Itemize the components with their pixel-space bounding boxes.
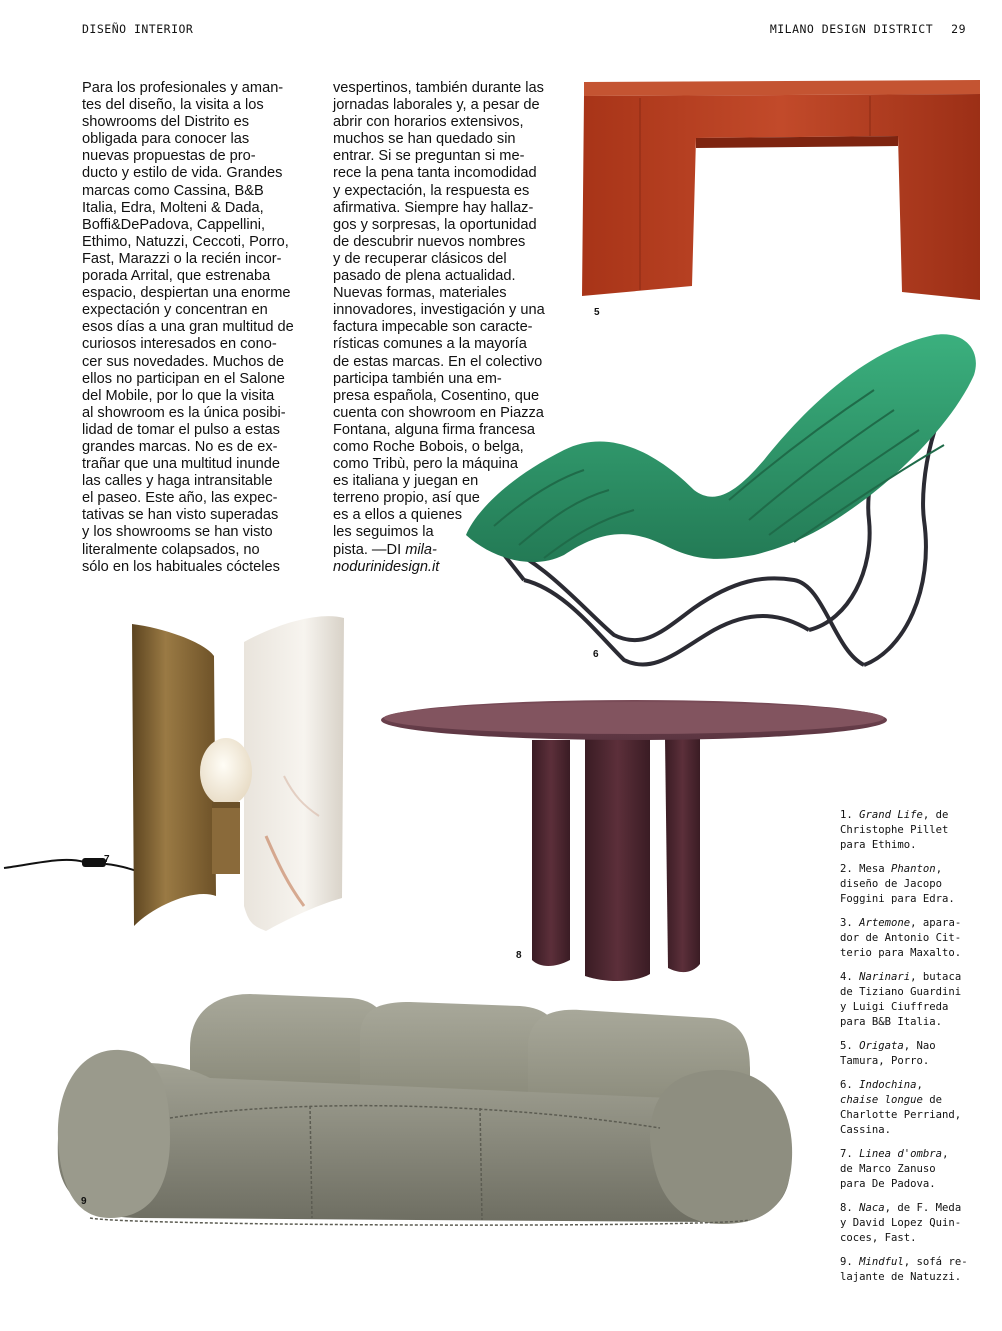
caption-product-name: Artemone — [859, 917, 911, 929]
caption-text: Tamura, Porro. — [840, 1055, 930, 1067]
caption-line — [840, 931, 990, 946]
article-line: es italiana y juegan en — [333, 473, 479, 490]
article-line: jornadas laborales y, a pesar de — [333, 97, 540, 114]
credit-link-part-1: mila- — [405, 541, 437, 558]
caption-text: , butaca — [910, 971, 962, 983]
article-line: pasado de plena actualidad. — [333, 268, 516, 285]
caption-line — [840, 1216, 990, 1231]
caption-text: , de — [922, 809, 949, 821]
caption-line — [840, 1054, 990, 1069]
round-table-image — [380, 698, 890, 980]
article-line: tes del diseño, la visita a los — [82, 97, 264, 114]
article-line: Italia, Edra, Molteni & Dada, — [82, 199, 264, 216]
article-line: grandes marcas. No es de ex- — [82, 438, 278, 455]
article-line: rísticas comunes a la mayoría — [333, 336, 527, 353]
caption-text: 3. — [840, 917, 860, 929]
article-line: factura impecable son caracte- — [333, 319, 533, 336]
caption-line — [840, 970, 990, 985]
caption-text: , — [916, 1079, 923, 1091]
caption-item — [840, 862, 990, 907]
article-line: innovadores, investigación y una — [333, 302, 545, 319]
caption-product-name: Origata — [859, 1040, 904, 1052]
caption-line — [840, 985, 990, 1000]
product-captions — [840, 808, 990, 1294]
chaise-longue-image — [464, 330, 984, 675]
caption-text: y Luigi Ciuffreda — [840, 1001, 949, 1013]
article-line: de descubrir nuevos nombres — [333, 233, 526, 250]
caption-text: coces, Fast. — [840, 1232, 917, 1244]
caption-text: lajante de Natuzzi. — [840, 1271, 962, 1283]
console-table-image — [580, 76, 986, 302]
section-label: DISEÑO INTERIOR — [82, 22, 194, 36]
article-line: Boffi&DePadova, Cappellini, — [82, 216, 266, 233]
article-line: Nuevas formas, materiales — [333, 285, 507, 302]
caption-product-name: chaise longue — [840, 1094, 923, 1106]
caption-text: terio para Maxalto. — [840, 947, 962, 959]
caption-item — [840, 1039, 990, 1069]
figure-number-8: 8 — [516, 950, 522, 961]
caption-product-name: Mindful — [859, 1256, 904, 1268]
article-line: y los showrooms se han visto — [82, 524, 273, 541]
caption-text: 6. — [840, 1079, 860, 1091]
caption-line — [840, 1177, 990, 1192]
article-line: gos y sorpresas, la oportunidad — [333, 216, 537, 233]
article-line: abrir con horarios extensivos, — [333, 114, 524, 131]
caption-text: diseño de Jacopo — [840, 878, 943, 890]
article-line: Fast, Marazzi o la recién incor- — [82, 250, 282, 267]
caption-item — [840, 1201, 990, 1246]
caption-text: , sofá re- — [903, 1256, 968, 1268]
caption-text: de Tiziano Guardini — [840, 986, 962, 998]
article-line: de estas marcas. En el colectivo — [333, 353, 543, 370]
caption-text: 7. — [840, 1148, 860, 1160]
article-column-1 — [82, 80, 312, 576]
caption-product-name: Phanton — [891, 863, 936, 875]
caption-product-name: Linea d'ombra — [859, 1148, 943, 1160]
article-line: espacio, despiertan una enorme — [82, 285, 291, 302]
article-line: expectación y concentran en — [82, 302, 268, 319]
credit-link-part-2: nodurinidesign.it — [333, 558, 440, 575]
caption-product-name: Grand Life — [859, 809, 923, 821]
caption-line — [840, 1000, 990, 1015]
caption-text: , apara- — [910, 917, 962, 929]
caption-text: para De Padova. — [840, 1178, 936, 1190]
article-line: Para los profesionales y aman- — [82, 80, 284, 96]
caption-item — [840, 970, 990, 1030]
caption-text: , de F. Meda — [884, 1202, 962, 1214]
caption-line — [840, 1039, 990, 1054]
caption-line — [840, 892, 990, 907]
caption-item — [840, 1147, 990, 1192]
article-line: vespertinos, también durante las — [333, 80, 544, 96]
article-line: presa española, Cosentino, que — [333, 387, 540, 404]
article-line: Ethimo, Natuzzi, Ceccoti, Porro, — [82, 233, 289, 250]
article-line: showrooms del Distrito es — [82, 114, 250, 131]
article-line: pista. —DI mila- — [333, 541, 437, 558]
caption-line — [840, 823, 990, 838]
article-line: sólo en los habituales cócteles — [82, 558, 280, 575]
caption-text: 5. — [840, 1040, 860, 1052]
sofa-image — [50, 988, 794, 1226]
article-line: afirmativa. Siempre hay hallaz- — [333, 199, 534, 216]
caption-item — [840, 1255, 990, 1285]
table-lamp-image — [4, 606, 348, 946]
article-line: tativas se han visto superadas — [82, 507, 279, 524]
article-line: al showroom es la única posibi- — [82, 404, 286, 421]
caption-text: , — [942, 1148, 949, 1160]
figure-number-9: 9 — [81, 1196, 87, 1207]
caption-line — [840, 916, 990, 931]
article-line: y expectación, la respuesta es — [333, 182, 530, 199]
article-line: esos días a una gran multitud de — [82, 319, 294, 336]
article-line: entrar. Si se preguntan si me- — [333, 148, 525, 165]
article-line: Fontana, alguna firma francesa — [333, 421, 535, 438]
caption-line — [840, 1201, 990, 1216]
article-line: obligada para conocer las — [82, 131, 250, 148]
figure-number-7: 7 — [104, 854, 110, 865]
caption-line — [840, 1123, 990, 1138]
caption-line — [840, 808, 990, 823]
caption-text: Christophe Pillet — [840, 824, 949, 836]
caption-text: Cassina. — [840, 1124, 892, 1136]
caption-line — [840, 838, 990, 853]
caption-text: para Ethimo. — [840, 839, 917, 851]
caption-line — [840, 1015, 990, 1030]
article-line: el paseo. Este año, las expec- — [82, 490, 278, 507]
caption-item — [840, 808, 990, 853]
caption-text: , Nao — [903, 1040, 936, 1052]
caption-line — [840, 862, 990, 877]
caption-text: de Marco Zanuso — [840, 1163, 936, 1175]
article-line: les seguimos la — [333, 524, 434, 541]
page-number: 29 — [951, 22, 966, 36]
caption-product-name: Naca — [859, 1202, 885, 1214]
article-line: rece la pena tanta incomodidad — [333, 165, 537, 182]
figure-number-6: 6 — [593, 649, 599, 660]
article-line: muchos se han quedado sin — [333, 131, 516, 148]
article-line: y de recuperar clásicos del — [333, 250, 507, 267]
caption-text: , — [935, 863, 943, 875]
caption-line — [840, 946, 990, 961]
caption-product-name: Indochina — [859, 1079, 917, 1091]
article-line: ducto y estilo de vida. Grandes — [82, 165, 283, 182]
caption-line — [840, 1108, 990, 1123]
caption-line — [840, 877, 990, 892]
caption-text: 2. Mesa — [840, 863, 892, 875]
article-line: porada Arrital, que estrenaba — [82, 268, 271, 285]
article-line: cuenta con showroom en Piazza — [333, 404, 544, 421]
article-line: literalmente colapsados, no — [82, 541, 260, 558]
page-header-right — [752, 22, 966, 36]
article-line: como Roche Bobois, o belga, — [333, 438, 524, 455]
caption-text: Charlotte Perriand, — [840, 1109, 962, 1121]
caption-line — [840, 1093, 990, 1108]
caption-text: 8. — [840, 1202, 860, 1214]
caption-text: 1. — [840, 809, 860, 821]
caption-line — [840, 1231, 990, 1246]
caption-item — [840, 1078, 990, 1138]
article-line: curiosos interesados en cono- — [82, 336, 277, 353]
article-line: del Mobile, por lo que la visita — [82, 387, 275, 404]
magazine-section-title: MILANO DESIGN DISTRICT — [769, 22, 934, 36]
article-line: trañar que una multitud inunde — [82, 456, 280, 473]
caption-text: y David Lopez Quin- — [840, 1217, 962, 1229]
figure-number-5: 5 — [594, 307, 600, 318]
caption-product-name: Narinari — [859, 971, 911, 983]
caption-item — [840, 916, 990, 961]
article-line: marcas como Cassina, B&B — [82, 182, 264, 199]
caption-text: de — [922, 1094, 943, 1106]
caption-line — [840, 1078, 990, 1093]
article-line: nuevas propuestas de pro- — [82, 148, 256, 165]
caption-text: para B&B Italia. — [840, 1016, 943, 1028]
caption-line — [840, 1147, 990, 1162]
article-line: terreno propio, así que — [333, 490, 480, 507]
caption-line — [840, 1255, 990, 1270]
caption-text: 4. — [840, 971, 860, 983]
caption-text: 9. — [840, 1256, 860, 1268]
caption-line — [840, 1270, 990, 1285]
article-line: como Tribù, pero la máquina — [333, 456, 518, 473]
caption-text: Foggini para Edra. — [840, 893, 955, 905]
article-line: es a ellos a quienes — [333, 507, 462, 524]
article-line: las calles y haga intransitable — [82, 473, 273, 490]
article-line: participa también una em- — [333, 370, 502, 387]
caption-line — [840, 1162, 990, 1177]
article-line: lidad de tomar el pulso a estas — [82, 421, 280, 438]
caption-text: dor de Antonio Cit- — [840, 932, 962, 944]
article-line: ellos no participan en el Salone — [82, 370, 285, 387]
article-line: cer sus novedades. Muchos de — [82, 353, 284, 370]
